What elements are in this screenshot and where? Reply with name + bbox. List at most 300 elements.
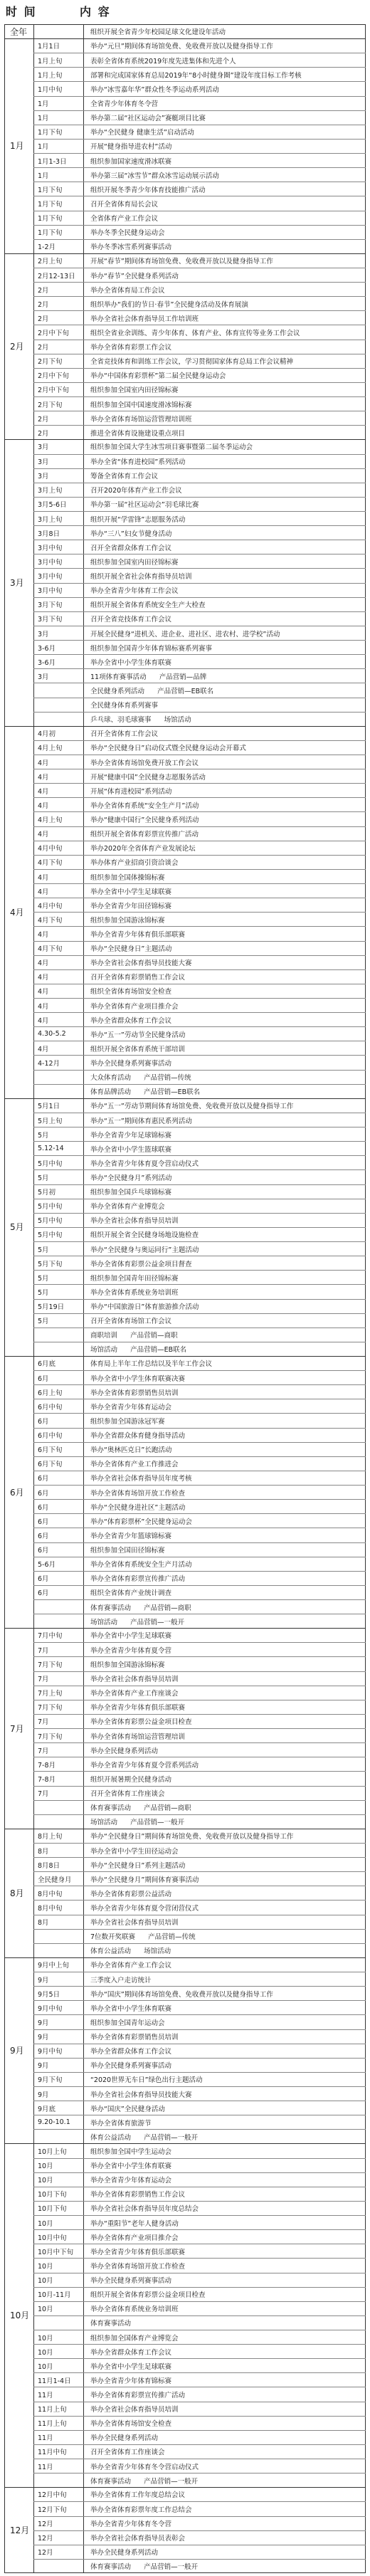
row-content: 举办全省体育旅游节 xyxy=(90,2119,152,2128)
row-date: 10月 xyxy=(38,2348,53,2357)
table-row xyxy=(33,826,366,841)
row-date: 10月下旬 xyxy=(38,2205,67,2214)
table-row xyxy=(33,1915,366,1929)
row-content: 组织参加全国中学生运动会 xyxy=(90,2147,172,2156)
row-date: 1月上旬 xyxy=(38,57,63,65)
row-content: 举办全省社会体育指导员培训 xyxy=(90,1217,179,1226)
row-content: 组织参加全国游泳锦标赛 xyxy=(90,1661,165,1669)
row-date: 6月中旬 xyxy=(38,1403,63,1411)
table-row xyxy=(33,2086,366,2101)
row-content: 体育品牌活动 产品营销—EB联名 xyxy=(90,1088,201,1097)
row-date: 5月中旬 xyxy=(38,1160,63,1168)
table-row xyxy=(33,38,366,53)
row-date: 5月上旬 xyxy=(38,1117,63,1125)
table-row xyxy=(33,1728,366,1742)
row-content: 召开2020年体育产业工作会议 xyxy=(90,487,182,495)
row-date: 5月初 xyxy=(38,1189,56,1197)
row-content: 全省体育产业工作会议 xyxy=(90,215,159,224)
table-row xyxy=(33,597,366,611)
row-content: 举办全省中小学生体育联赛 xyxy=(90,2162,172,2171)
row-content: 举办全省体育场馆安全检查 xyxy=(90,2420,172,2429)
row-content: 举办全省体育场馆免费开放工作会议 xyxy=(90,759,199,767)
row-date: 4月 xyxy=(38,960,49,968)
row-content: 举办“中国旅游日”体育旅游推介活动 xyxy=(90,1303,199,1312)
row-content: 举办“体育彩票杯”全民健身运动会 xyxy=(90,1518,192,1526)
row-date: 3月 xyxy=(38,473,49,481)
table-row xyxy=(33,2201,366,2215)
table-header xyxy=(0,0,370,24)
table-row xyxy=(33,1943,366,1957)
row-content: 场馆活动 产品营销—一般开 xyxy=(90,1618,185,1626)
table-row xyxy=(33,1199,366,1213)
table-row xyxy=(33,1328,366,1342)
table-row xyxy=(33,811,366,826)
row-content: 举办全省青少年体育俱乐部联赛 xyxy=(90,930,186,939)
row-date: 4月下旬 xyxy=(38,916,63,925)
table-row xyxy=(33,1084,366,1098)
table-row xyxy=(33,1499,366,1513)
table-row xyxy=(33,67,366,81)
table-row xyxy=(33,167,366,182)
row-date: 7月 xyxy=(38,1790,49,1799)
row-content: 举办全省体育彩票销售员培训 xyxy=(90,2034,179,2042)
row-content: 举办全省体育系统“安全生产月”活动 xyxy=(90,801,199,810)
row-content: 三季度入户走访统计 xyxy=(90,1976,152,1984)
row-date: 4-12月 xyxy=(38,1060,60,1068)
row-date: 7月下旬 xyxy=(38,1733,63,1741)
row-content: 召开全省竞技体育工作会议 xyxy=(90,616,172,624)
table-row xyxy=(33,2344,366,2358)
row-date: 4月 xyxy=(38,773,49,782)
row-content: 组织全省业余训练、青少年体育、体育产业、体育宣传等业务工作会议 xyxy=(90,330,300,338)
table-row xyxy=(33,1313,366,1328)
row-content: 组织开展全省体育彩票公益金项目检查 xyxy=(90,2291,206,2300)
table-row xyxy=(33,583,366,597)
row-date: 12月 xyxy=(38,2535,53,2543)
table-row xyxy=(33,1528,366,1542)
table-row xyxy=(33,454,366,468)
table-row xyxy=(33,1513,366,1528)
row-content: 举办全省体育彩票公益金项目检查 xyxy=(90,1718,192,1727)
table-row xyxy=(33,1270,366,1284)
table-row xyxy=(33,1929,366,1943)
row-date: 10月-11月 xyxy=(38,2291,71,2300)
row-content: 举办全省社会体育指导员技能大赛 xyxy=(90,2091,192,2099)
row-date: 2月下旬 xyxy=(38,401,63,409)
row-content: 举办“春节”全民健身系列活动 xyxy=(90,272,179,280)
row-content: 召开全省体育工作座谈会 xyxy=(90,1790,165,1799)
row-content: 举办第三届“冰雪节”群众冰雪运动展示活动 xyxy=(90,172,219,180)
table-row xyxy=(33,2187,366,2201)
table-row xyxy=(33,1614,366,1628)
row-date: 10月中旬 xyxy=(38,2234,67,2242)
table-row xyxy=(33,2143,366,2157)
month-label: 7月 xyxy=(10,1723,24,1734)
row-date: 3月中旬 xyxy=(38,587,63,596)
row-content: 组织参加全国青少年体育锦标赛系列赛事 xyxy=(90,644,213,653)
row-date: 6月 xyxy=(38,1503,49,1512)
table-row xyxy=(33,1557,366,1571)
row-date: 7月下旬 xyxy=(38,1661,63,1669)
table-row xyxy=(33,1900,366,1914)
row-content: 举办全民健身系列赛事活动 xyxy=(90,1060,172,1068)
row-date: 9月 xyxy=(38,2062,49,2071)
row-date: 6月下旬 xyxy=(38,1446,63,1455)
table-row xyxy=(33,769,366,783)
row-date: 5月下旬 xyxy=(38,1260,63,1268)
row-date: 9月 xyxy=(38,2019,49,2027)
row-content: 体育局上半年工作总结以及半年工作会议 xyxy=(90,1360,213,1369)
row-date xyxy=(33,1071,83,1084)
row-date: 4月下旬 xyxy=(38,859,63,868)
row-date: 6月 xyxy=(38,1489,49,1498)
table-row xyxy=(33,654,366,668)
row-content: 大众体育活动 产品营销—传统 xyxy=(90,1074,191,1083)
row-date: 4月 xyxy=(38,759,49,767)
row-content: 举办2020年全省体育产业发展论坛 xyxy=(90,845,196,853)
row-date: 4月 xyxy=(38,1045,49,1053)
row-date: 7-8月 xyxy=(38,1775,56,1784)
table-row xyxy=(33,2387,366,2401)
row-date: 2月 xyxy=(38,344,49,352)
row-content: 全省竞技体育和训练工作会议，学习贯彻国家体育总局工作会议精神 xyxy=(90,358,294,367)
table-row xyxy=(33,2358,366,2372)
row-date xyxy=(33,1328,83,1342)
table-row xyxy=(33,2244,366,2258)
row-content: 举办全省体育产业项目推介会 xyxy=(90,1002,179,1011)
table-row xyxy=(33,626,366,640)
row-content: 举办全省体育场馆开放工作检查 xyxy=(90,1489,186,1498)
row-content: 举办全省体育彩票年度工作总结会 xyxy=(90,2506,192,2514)
row-date: 2月 xyxy=(38,415,49,424)
row-content: 体育赛事活动 产品营销—一般开 xyxy=(90,2477,199,2486)
table-row xyxy=(33,483,366,497)
row-content: 举办“全民健身日”期间体育场馆免费、免收费开放以及健身指导工作 xyxy=(90,1832,294,1841)
table-row xyxy=(33,310,366,325)
table-row xyxy=(33,1599,366,1614)
row-date: 6月下旬 xyxy=(38,1461,63,1469)
table-row xyxy=(33,2000,366,2014)
table-row xyxy=(33,2444,366,2459)
table-row xyxy=(33,1757,366,1771)
table-row xyxy=(33,1871,366,1886)
row-content: 举办全省青少年体育锦标赛 xyxy=(90,2377,172,2385)
table-row xyxy=(33,2430,366,2444)
row-content: 举办“全民健身 健康生活”启动活动 xyxy=(90,129,194,137)
row-content: 召开全省体育工作座谈会 xyxy=(90,2449,165,2457)
table-row xyxy=(33,125,366,139)
row-date: 4月上旬 xyxy=(38,816,63,825)
row-content: 组织参加全国乒乓球锦标赛 xyxy=(90,1189,172,1197)
table-row xyxy=(33,2014,366,2029)
table-row xyxy=(33,1442,366,1456)
row-date: 3月下旬 xyxy=(38,616,63,624)
table-row xyxy=(33,211,366,225)
table-row xyxy=(33,2416,366,2430)
row-content: 举办“奥林匹克日”长跑活动 xyxy=(90,1446,172,1455)
row-date: 7月 xyxy=(38,1747,49,1755)
row-content: 举办全省“体育进校园”系列活动 xyxy=(90,458,186,467)
table-row xyxy=(33,869,366,883)
table-row xyxy=(33,1113,366,1127)
row-content: 举办全省群众体育工作会议 xyxy=(90,2348,172,2357)
row-date: 6月 xyxy=(38,1518,49,1526)
table-row xyxy=(33,668,366,683)
table-row xyxy=(33,1456,366,1471)
table-row xyxy=(33,354,366,368)
table-row xyxy=(33,1485,366,1499)
table-row xyxy=(33,1542,366,1557)
row-date: 2月上旬 xyxy=(38,257,63,266)
row-date: 3月8日 xyxy=(38,530,60,538)
table-row xyxy=(33,2545,366,2559)
table-row xyxy=(33,1284,366,1298)
row-date: 6月 xyxy=(38,1575,49,1584)
row-date: 6月上旬 xyxy=(38,1389,63,1397)
table-row xyxy=(33,1169,366,1184)
table-row xyxy=(33,2487,366,2501)
table-row xyxy=(33,282,366,296)
row-content: 召开全省体育彩票销售工作会议 xyxy=(90,974,186,982)
row-content: 举办全省体育彩票公益金项目督查 xyxy=(90,1260,192,1268)
row-date: 2月 xyxy=(38,429,49,438)
row-content: 举办全民健身系列活动 xyxy=(90,2549,159,2557)
row-content: 11项体育赛事活动 产品营销—品牌 xyxy=(90,673,207,681)
row-date: 3-6月 xyxy=(38,644,56,653)
row-date: 5.12-14 xyxy=(38,1145,64,1153)
row-content: 举办全省体育场馆运营管理培训班 xyxy=(90,415,192,424)
month-label: 5月 xyxy=(10,1222,24,1233)
table-row xyxy=(33,1384,366,1399)
table-row xyxy=(33,1628,366,1642)
row-date: 9月中上旬 xyxy=(38,1961,70,1970)
row-content: 举办全省青少年体育冬令营 xyxy=(90,2520,172,2529)
table-row xyxy=(33,1886,366,1900)
table-row xyxy=(33,2301,366,2315)
row-content: 举办全省青少年体育俱乐部联赛 xyxy=(90,2248,186,2256)
row-date: 1月下旬 xyxy=(38,186,63,194)
row-content: 举办全省社会体育指导员表彰会 xyxy=(90,2535,186,2543)
row-content: 召开全省体育工作会议 xyxy=(90,730,159,738)
table-row xyxy=(33,941,366,955)
table-row xyxy=(33,1012,366,1026)
row-content: 举办全省体育工作年度总结会议 xyxy=(90,2491,186,2500)
row-date: 4月中旬 xyxy=(38,902,63,910)
row-content: 举办全省社会体育指导员培训 xyxy=(90,1676,179,1684)
row-date: 4月 xyxy=(38,974,49,982)
row-content: 组织参加全国田径锦标赛 xyxy=(90,1547,165,1555)
row-content: 举办第二届“社区运动会”赛艇项目比赛 xyxy=(90,115,206,123)
table-row xyxy=(33,1585,366,1599)
table-row xyxy=(33,511,366,525)
table-row xyxy=(33,1155,366,1169)
row-date: 全民健身月 xyxy=(38,1876,72,1884)
table-row xyxy=(33,1241,366,1256)
row-date: 8月中旬 xyxy=(38,1890,63,1898)
table-row xyxy=(33,740,366,755)
row-date: 8月 xyxy=(38,1847,49,1856)
row-date: 4月 xyxy=(38,873,49,882)
row-date: 3月上旬 xyxy=(38,515,63,524)
table-row xyxy=(33,2029,366,2044)
row-content: 体育公益活动 场馆活动 xyxy=(90,1947,171,1956)
row-date xyxy=(33,2130,83,2143)
row-content: 召开全省体育场馆工作会议 xyxy=(90,1318,172,1326)
row-date: 7月 xyxy=(38,1646,49,1655)
table-row xyxy=(33,2559,366,2573)
row-date xyxy=(33,2474,83,2487)
row-date: 11月 xyxy=(38,2463,53,2471)
row-date: 9月下旬 xyxy=(38,2076,63,2085)
row-content: 举办全省体育局工作会议 xyxy=(90,286,165,295)
table-row xyxy=(33,1356,366,1370)
row-content: 举办“三八”妇女节健身活动 xyxy=(90,530,172,538)
row-date: 7-8月 xyxy=(38,1761,56,1770)
table-row xyxy=(33,783,366,797)
row-date: 1月上旬 xyxy=(38,71,63,80)
table-row xyxy=(33,1742,366,1757)
row-content: 举办“冰雪嘉年华”群众性冬季运动系列活动 xyxy=(90,86,219,95)
row-date: 4月 xyxy=(38,930,49,939)
row-content: 举办全省青少年篮球锦标赛 xyxy=(90,1532,172,1540)
row-date: 5月中旬 xyxy=(38,1231,63,1240)
row-content: 组织开展全省体育彩票宣传推广活动 xyxy=(90,831,199,839)
table-row xyxy=(33,1471,366,1485)
table-row xyxy=(33,296,366,310)
row-date xyxy=(33,698,83,712)
row-date: 1月下旬 xyxy=(38,129,63,137)
row-date: 2月中下旬 xyxy=(38,372,70,381)
table-row xyxy=(33,340,366,354)
row-date: 7月 xyxy=(38,1718,49,1727)
row-date: 2月 xyxy=(38,286,49,295)
row-content: 举办全省体育彩票工作会议 xyxy=(90,344,172,352)
row-content: 组织参加全国大学生冰雪项目赛事暨第二届冬季运动会 xyxy=(90,443,253,452)
row-content: 举办全省中小学生篮球联赛 xyxy=(90,1145,172,1154)
row-date: 1月 xyxy=(38,115,49,123)
row-content: 组织参加全国青年田径锦标赛 xyxy=(90,1274,179,1283)
table-row xyxy=(33,1342,366,1356)
row-content: 举办全省青少年体育夏令营闭营仪式 xyxy=(90,1905,199,1913)
table-row xyxy=(33,1571,366,1585)
table-row xyxy=(33,182,366,196)
row-date: 7月上旬 xyxy=(38,1690,63,1698)
row-content: 举办全省社会体育指导员培训 xyxy=(90,2406,179,2414)
month-label: 6月 xyxy=(10,1487,24,1498)
row-content: 举办“全民健身月”期间体育赛事活动 xyxy=(90,1876,199,1884)
month-label: 4月 xyxy=(10,907,24,918)
row-content: 举办全省社会体育指导员技能大赛 xyxy=(90,960,192,968)
table-row xyxy=(33,96,366,110)
row-date: 3月 xyxy=(38,443,49,452)
table-row xyxy=(33,1026,366,1041)
row-date: 1月下旬 xyxy=(38,200,63,209)
table-row xyxy=(33,1428,366,1442)
table-row xyxy=(33,1771,366,1785)
row-content: 举办全省体育彩票销售工作会议 xyxy=(90,2191,186,2199)
table-row xyxy=(33,2229,366,2244)
table-row xyxy=(33,153,366,167)
table-row xyxy=(33,1986,366,2000)
row-content: 举办全民健身系列赛事活动 xyxy=(90,2277,172,2286)
row-content: 举办全省体育产业工作座谈会 xyxy=(90,1690,179,1698)
row-content: 组织参加国家速度滑冰联赛 xyxy=(90,157,172,166)
row-content: 全省青少年体育冬令营 xyxy=(90,100,159,109)
table-row xyxy=(33,1127,366,1141)
row-date: 3月中旬 xyxy=(38,573,63,582)
table-row xyxy=(33,1070,366,1084)
row-date: 11月上旬 xyxy=(38,2420,67,2429)
row-date: 2月中下旬 xyxy=(38,387,70,395)
row-date: 10月 xyxy=(38,2177,53,2185)
table-row xyxy=(33,640,366,654)
row-date: 9月 xyxy=(38,2034,49,2042)
table-row xyxy=(33,1843,366,1857)
row-date: 9.20-10.1 xyxy=(38,2118,70,2127)
table-row xyxy=(33,2372,366,2387)
row-date: 9月中旬 xyxy=(38,2004,63,2013)
row-content: 组织开展全省体育系统安全生产大检查 xyxy=(90,601,206,610)
row-content: 7位数开奖联赛 产品营销—传统 xyxy=(90,1933,196,1942)
table-row xyxy=(33,24,366,38)
row-content: 举办全省体育彩票宣传推广活动 xyxy=(90,1575,186,1584)
row-content: 举办全省中小学生足球联赛 xyxy=(90,1632,172,1641)
row-content: 部署和完成国家体育总局2019年“8小时健身圈”建设年度目标工作考核 xyxy=(90,71,302,80)
row-content: 组织参加全国游泳锦标赛 xyxy=(90,916,165,925)
row-date: 5-6月 xyxy=(38,1561,56,1570)
row-content: 开展“体育进校园”系列活动 xyxy=(90,787,172,796)
row-date: 5月中旬 xyxy=(38,1203,63,1211)
row-date: 5月中旬 xyxy=(38,1217,63,1226)
row-date: 1月下旬 xyxy=(38,229,63,238)
row-content: 场馆活动 产品营销—一般开 xyxy=(90,1819,185,1827)
table-row xyxy=(33,1714,366,1728)
row-content: 举办全省体育产业工作推进会 xyxy=(90,1461,179,1469)
table-row xyxy=(33,726,366,740)
row-date: 1月1-3日 xyxy=(38,157,67,166)
row-date: 12月下旬 xyxy=(38,2506,67,2514)
row-content: 举办全省群众体育工作会议 xyxy=(90,1016,172,1025)
row-content: 开展“健康中国”全民健身志愿服务活动 xyxy=(90,773,206,782)
row-content: 组织全省体育场馆安全检查 xyxy=(90,988,172,997)
row-date xyxy=(33,2560,83,2573)
row-content: 召开全省群众体育工作会议 xyxy=(90,544,172,552)
row-date: 12月中旬 xyxy=(38,2491,67,2500)
row-date: 6月 xyxy=(38,1532,49,1540)
row-date: 1月 xyxy=(38,172,49,180)
row-date: 3月 xyxy=(38,458,49,467)
row-content: 举办全省青少年体育冬令营启动仪式 xyxy=(90,2463,199,2471)
table-row xyxy=(33,196,366,210)
row-date: 9月中旬 xyxy=(38,2048,63,2056)
row-date: 9月 xyxy=(38,2091,49,2099)
row-date: 10月 xyxy=(38,2334,53,2343)
row-date xyxy=(33,1930,83,1943)
table-row xyxy=(33,253,366,268)
row-content: 举办全省青少年体育夏令营启动仪式 xyxy=(90,1160,199,1168)
month-label: 全年 xyxy=(10,26,28,37)
row-date: 1月 xyxy=(38,100,49,109)
row-content: 举办全省社会体育指导员年度总结会 xyxy=(90,2205,199,2214)
row-date: 5月 xyxy=(38,1274,49,1283)
row-content: 组织参加全国中国速度滑冰锦标赛 xyxy=(90,401,192,409)
table-row xyxy=(33,468,366,483)
row-content: 组织开展暑期全民健身活动 xyxy=(90,1775,172,1784)
row-content: 举办全省青少年田径锦标赛 xyxy=(90,902,172,910)
row-content: 举办全省群众体育健身指导活动 xyxy=(90,1432,186,1441)
row-date: 5月 xyxy=(38,1174,49,1182)
row-content: 全民健身系列活动 产品营销—EB联名 xyxy=(90,687,214,695)
